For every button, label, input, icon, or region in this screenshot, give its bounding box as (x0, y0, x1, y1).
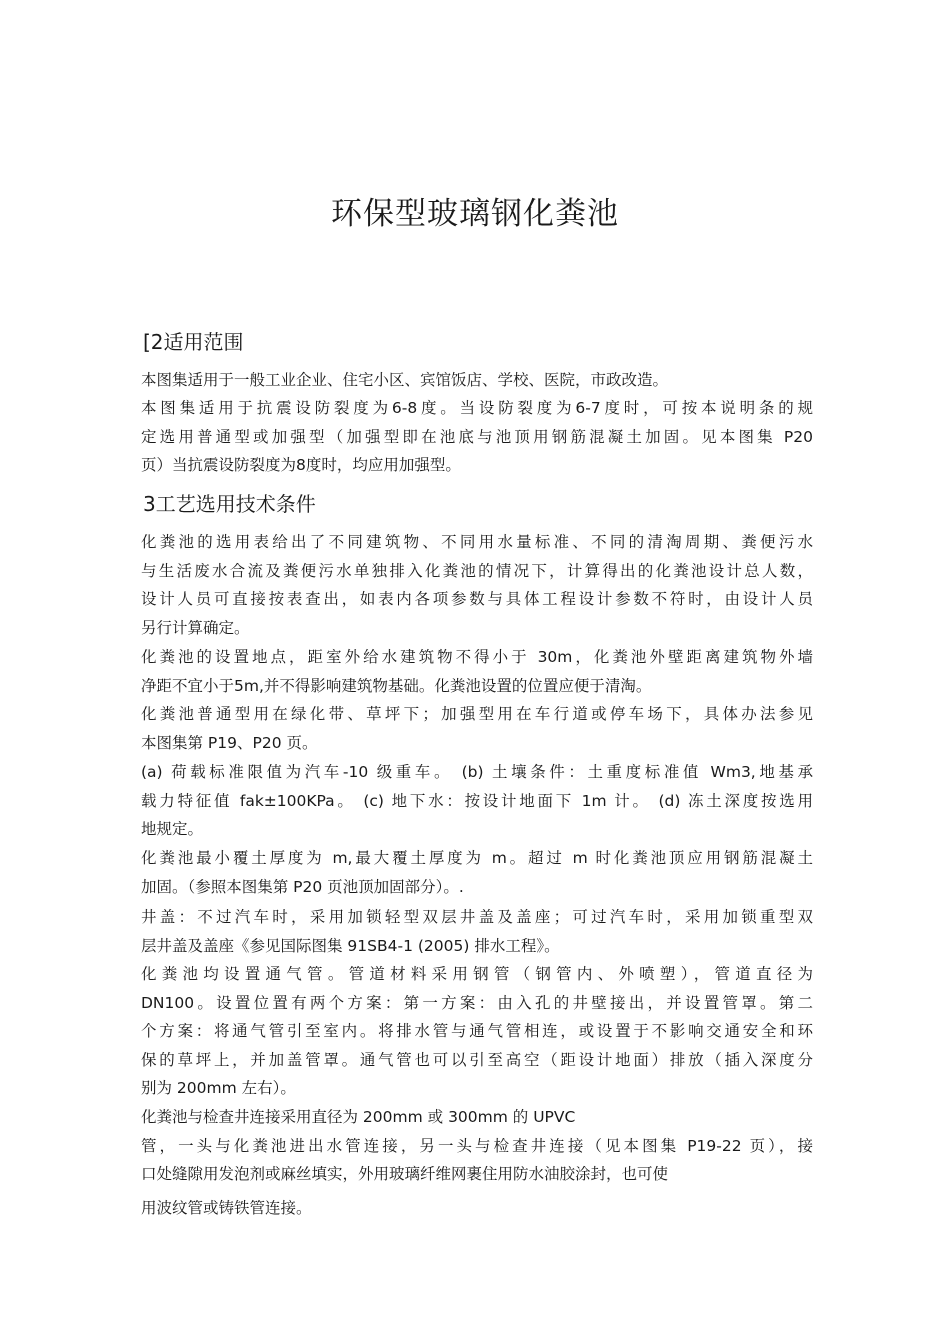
text-line: 与生活废水合流及粪便污水单独排入化粪池的情况下，计算得出的化粪池设计总人数， (141, 561, 813, 580)
text-line: 化粪池与检查井连接采用直径为 200mm 或 300mm 的 UPVC (141, 1108, 576, 1126)
text-line: (a) 荷载标准限值为汽车-10 级重车。 (b) 土壤条件：土重度标准值 Wm3,地基承 (141, 763, 813, 781)
document-title: 环保型玻璃钢化粪池 (331, 196, 619, 232)
paragraph-scope-1 (141, 366, 813, 395)
paragraph-process-5 (141, 844, 813, 901)
text-line: 管，一头与化粪池进出水管连接，另一头与检查井连接（见本图集 P19-22 页），接 (141, 1136, 813, 1155)
text-line: 地规定。 (141, 820, 204, 838)
text-line: 井盖：不过汽车时，采用加锁轻型双层井盖及盖座；可过汽车时，采用加锁重型双 (141, 908, 813, 926)
text-line: 化粪池的设置地点，距室外给水建筑物不得小于 30m，化粪池外壁距离建筑物外墙 (141, 648, 813, 666)
text-line: 本图集第 P19、P20 页。 (141, 733, 318, 752)
text-line: 定选用普通型或加强型（加强型即在池底与池顶用钢筋混凝土加固。见本图集 P20 (141, 427, 813, 446)
text-line: 页）当抗震设防裂度为8度时，均应用加强型。 (141, 456, 461, 474)
text-line: 个方案：将通气管引至室内。将排水管与通气管相连，或设置于不影响交通安全和环 (141, 1022, 813, 1040)
paragraph-process-7 (141, 960, 813, 1103)
text-line: 化粪池的选用表给出了不同建筑物、不同用水量标准、不同的清淘周期、粪便污水 (141, 533, 813, 551)
text-line: 口处缝隙用发泡剂或麻丝填实，外用玻璃纤维网裹住用防水油胶涂封，也可使 (141, 1165, 669, 1183)
paragraph-process-3 (141, 700, 813, 757)
text-line: 本图集适用于抗震设防裂度为6-8度。当设防裂度为6-7度时，可按本说明条的规 (141, 399, 813, 417)
paragraph-scope-2 (141, 394, 813, 480)
text-line: 化粪池均设置通气管。管道材料采用钢管（钢管内、外喷塑），管道直径为 (141, 965, 813, 983)
text-line: 载力特征值 fak±100KPa。 (c) 地下水：按设计地面下 1m 计。 (d) 冻土深度按选用 (141, 791, 813, 810)
text-line: 用波纹管或铸铁管连接。 (141, 1199, 312, 1217)
text-line: 另行计算确定。 (141, 618, 250, 637)
paragraph-process-4 (141, 758, 813, 844)
paragraph-process-9 (141, 1194, 813, 1223)
text-line: 层井盖及盖座《参见国际图集 91SB4-1 (2005) 排水工程》。 (141, 936, 560, 955)
text-line: 保的草坪上，并加盖管罩。通气管也可以引至高空（距设计地面）排放（插入深度分 (141, 1050, 813, 1069)
text-line: 设计人员可直接按表查出，如表内各项参数与具体工程设计参数不符时，由设计人员 (141, 590, 813, 608)
text-line: DN100。设置位置有两个方案：第一方案：由入孔的井壁接出，并设置管罩。第二 (141, 993, 813, 1012)
section-heading-process: 3工艺选用技术条件 (143, 492, 316, 516)
text-line: 化粪池最小覆土厚度为 m,最大覆土厚度为 m。超过 m 时化粪池顶应用钢筋混凝土 (141, 849, 813, 867)
section-heading-scope: [2适用范围 (143, 330, 244, 354)
paragraph-process-2 (141, 643, 813, 700)
text-line: 净距不宜小于5m,并不得影响建筑物基础。化粪池设置的位置应便于清淘。 (141, 676, 652, 695)
text-line: 化粪池普通型用在绿化带、草坪下；加强型用在车行道或停车场下，具体办法参见 (141, 705, 813, 723)
text-line: 本图集适用于一般工业企业、住宅小区、宾馆饭店、学校、医院，市政改造。 (141, 371, 669, 389)
paragraph-process-8 (141, 1103, 813, 1189)
paragraph-process-6 (141, 903, 813, 960)
text-line: 别为 200mm 左右）。 (141, 1079, 296, 1097)
text-line: 加固。（参照本图集第 P20 页池顶加固部分）。. (141, 877, 464, 896)
paragraph-process-1 (141, 528, 813, 642)
